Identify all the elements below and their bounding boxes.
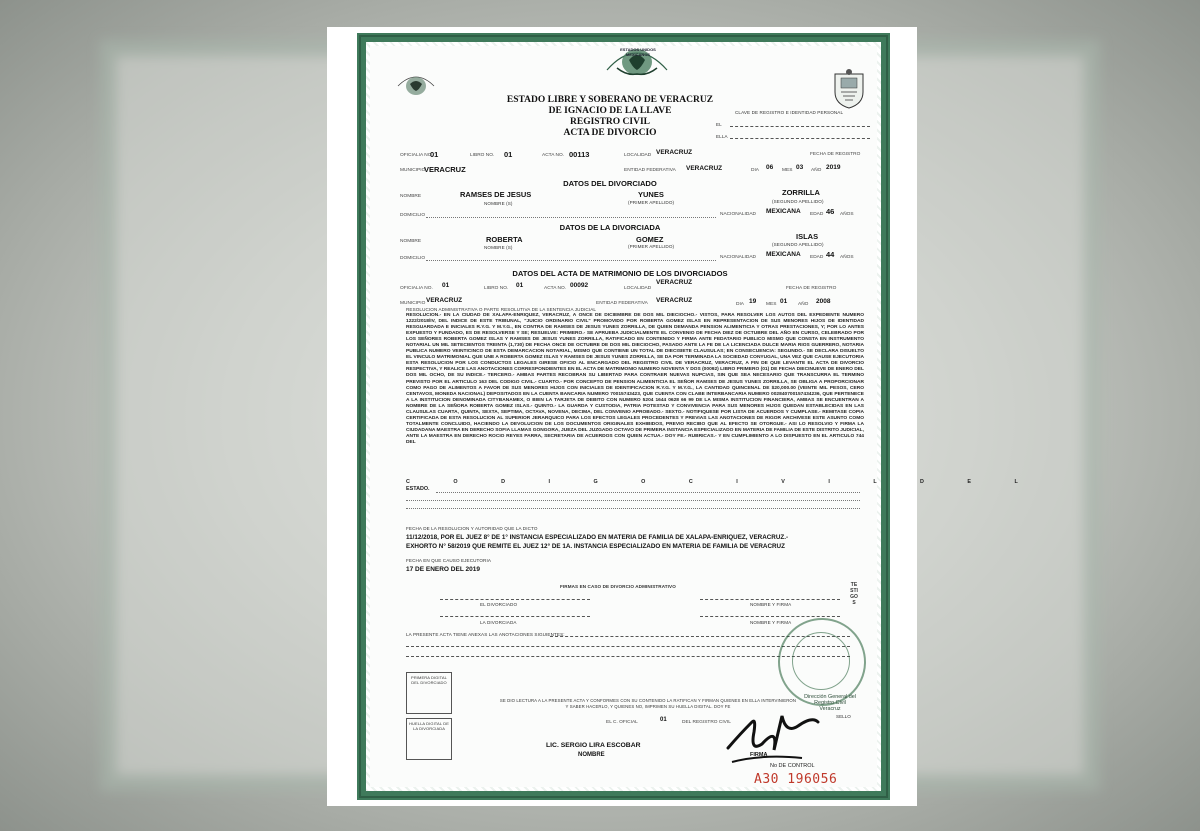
divorciado-nombre-label: NOMBRE <box>400 194 422 199</box>
municipio-value: VERACRUZ <box>424 165 466 174</box>
curp-ella-label: ELLA <box>716 134 728 139</box>
curp-el-label: EL <box>716 122 722 127</box>
matrimonio-municipio: VERACRUZ <box>426 297 463 304</box>
resolucion-label: RESOLUCION ADMINISTRATIVA O PARTE RESOLUTIVA DE LA SENTENCIA JUDICIAL <box>406 307 597 312</box>
matrimonio-libro: 01 <box>516 282 524 289</box>
divorciado-primer-caption: (PRIMER APELLIDO) <box>628 200 675 205</box>
official-signature <box>722 704 822 774</box>
divorciada-segundo-apellido: ISLAS <box>796 232 819 241</box>
lectura-text: SE DIO LECTURA A LA PRESENTE ACTA Y CONFORMES CON SU CONTENIDO LA RATIFICAN Y FIRMAN QUIENES EN ELLA INTERVINIERON Y SABER HACERLO, Y QUIENES NO, IMPRIMEN SU HUELLA DIGITAL. DOY FE <box>499 698 797 709</box>
control-label: No DE CONTROL <box>770 763 815 769</box>
matrimonio-localidad: VERACRUZ <box>656 279 693 286</box>
national-seal-icon <box>394 66 438 100</box>
divorciada-nombre-label: NOMBRE <box>400 239 422 244</box>
matrimonio-entidad: VERACRUZ <box>656 297 693 304</box>
matrimonio-dia-label: DIA <box>736 302 744 307</box>
registro-civil-label: DEL REGISTRO CIVIL <box>682 720 731 725</box>
estado-fill-line <box>436 492 860 493</box>
libro-value: 01 <box>504 150 513 159</box>
seal-line-3: Veracruz <box>819 706 841 712</box>
divorciada-anios-label: AÑOS <box>840 255 854 260</box>
divorciado-nacionalidad: MEXICANA <box>766 208 801 215</box>
oficial-nombre-label: NOMBRE <box>578 752 605 758</box>
curp-ella-line <box>730 138 870 139</box>
testigo-1-sign-line <box>700 599 840 600</box>
matrimonio-anio: 2008 <box>816 298 831 305</box>
huella-divorciado-label: PRIMERA DIGITAL DEL DIVORCIADO <box>411 675 447 685</box>
divorciado-nombres: RAMSES DE JESUS <box>460 190 532 199</box>
autoridad-line-1: 11/12/2018, POR EL JUEZ 8° DE 1° INSTANCIA ESPECIALIZADO EN MATERIA DE FAMILIA DE XALAPA-ENRIQUEZ, VERACRUZ.- <box>406 534 789 541</box>
matrimonio-entidad-label: ENTIDAD FEDERATIVA <box>596 301 648 306</box>
oficial-number: 01 <box>660 717 667 723</box>
crest-caption: ESTADOS UNIDOS MEXICANOS <box>620 47 656 57</box>
divorciada-nombres: ROBERTA <box>486 235 523 244</box>
divorciado-domicilio-label: DOMICILIO <box>400 213 426 218</box>
certificate-body <box>370 46 1039 787</box>
matrimonio-fecha-label: FECHA DE REGISTRO <box>786 286 837 291</box>
divorciado-segundo-apellido: ZORRILLA <box>782 188 820 197</box>
matrimonio-libro-label: LIBRO NO. <box>484 286 509 291</box>
divorciado-domicilio-line <box>426 217 716 218</box>
acta-label: ACTA NO. <box>542 153 565 158</box>
matrimonio-anio-label: AÑO <box>798 302 809 307</box>
huella-divorciado-box <box>406 672 452 714</box>
divorciada-nacionalidad: MEXICANA <box>766 251 801 258</box>
matrimonio-acta: 00092 <box>570 282 589 289</box>
divorciado-segundo-caption: (SEGUNDO APELLIDO) <box>772 199 824 204</box>
document-page <box>327 27 1039 806</box>
matrimonio-mes-label: MES <box>766 302 777 307</box>
divorciada-nombres-caption: NOMBRE (S) <box>484 245 513 250</box>
entidad-value: VERACRUZ <box>686 165 723 172</box>
state-title: ESTADO LIBRE Y SOBERANO DE VERACRUZ <box>506 95 714 105</box>
autoridad-label: FECHA DE LA RESOLUCION Y AUTORIDAD QUE LA DICTO <box>406 526 538 531</box>
mexico-coat-of-arms-icon <box>603 40 671 80</box>
libro-label: LIBRO NO. <box>470 153 495 158</box>
matrimonio-acta-label: ACTA NO. <box>544 286 567 291</box>
seal-line-1: Dirección General del <box>804 694 856 700</box>
firma-divorciado-sign-line <box>440 599 590 600</box>
blank-line-2 <box>406 508 860 509</box>
divorciado-edad-label: EDAD <box>810 212 824 217</box>
dia-label: DIA <box>751 168 759 173</box>
divorciado-primer-apellido: YUNES <box>638 190 664 199</box>
acta-value: 00113 <box>569 150 590 159</box>
control-number: A30 196056 <box>754 772 838 787</box>
huella-divorciada-label: HUELLA DIGITAL DE LA DIVORCIADA <box>409 721 449 731</box>
matrimonio-dia: 19 <box>749 298 757 305</box>
resolucion-text: RESOLUCION.- EN LA CIUDAD DE XALAPA-ENRIQUEZ, VERACRUZ, A ONCE DE DICIEMBRE DE DOS MIL DIECIOCHO.- VISTOS, PARA RESOLVER LOS AUTOS DEL EXPEDIENTE NUMERO 1222/2018/IV, DEL INDICE DE ESTE TRIBUNAL, "JUICIO ORDINARIO CIVIL" PROMOVIDO POR ROBERTA GOMEZ ISLAS EN REPRESENTACION DE SUS MENORES HIJOS DE IDENTIDAD RESGUARDADA E INICIALES R.Y.G. Y M.Y.G., EN CONTRA DE RAMSES DE JESUS YUNES ZORRILLA, DE QUIEN DEMANDA PENSION ALIMENTICIA Y OTRAS PRESTACIONES, Y; POR LO ANTES EXPUESTO Y FUNDADO, ES DE RESOLVERSE Y SE; RESUELVE: PRIMERO.- SE APRUEBA JUDICIALMENTE EL CONVENIO DE FECHA DIEZ DE OCTUBRE DEL AÑO EN CURSO, CELEBRADO POR LOS SEÑORES ROBERTA GOMEZ ISLAS Y RAMSES DE JESUS YUNES ZORRILLA, RATIFICADO EN CONTENIDO Y FIRMA ANTE FEDATARIO PUBLICO MISMO QUE CONSTA EN INSTRUMENTO NOTARIAL UN MIL SETECIENTOS TREINTA (1,730) DE FECHA ONCE DE OCTUBRE DE DOS MIL DIECIOCHO, PASADO ANTE LA FE DE LA LICENCIADA DULCE MARIA RIOS GUERRERO, NOTARIA PUBLICA NUMERO VEINTICINCO DE ESTA DEMARCACION NOTARIAL, MISMO QUE CONTIENE UN TOTAL DE DIECISIETE CLAUSULAS; EN CONSECUENCIA: SEGUNDO.- SE DECLARA DISUELTO EL VINCULO MATRIMONIAL QUE UNE A ROBERTA GOMEZ ISLAS Y RAMSES DE JESUS YUNES ZORRILLA, SE DA POR TERMINADA LA SOCIEDAD CONYUGAL, UNA VEZ QUE CAUSE EJECUTORIA ESTA RESOLUCION POR LOS CONDUCTOS LEGALES GIRESE OFICIO AL ENCARGADO DEL REGISTRO CIVIL DE VERACRUZ, VERACRUZ, A FIN DE QUE LEVANTE EL ACTA DE DIVORCIO RESPECTIVA, Y REALICE LAS ANOTACIONES CORRESPONDIENTES EN EL ACTA DE MATRIMONIO NUMERO NOVENTA Y DOS (00092) LIBRO PRIMERO (01) DE FECHA DIECINUEVE DE ENERO DEL DOS MIL OCHO, DE SU INDICE.- TERCERO.- AMBAS PARTES RECOBRAN SU LIBERTAD PARA CONTRAER NUEVAS NUPCIAS, SIN QUE SEA NECESARIO QUE TRANSCURRA EL TERMINO PREVISTO POR EL ARTICULO 163 DEL CODIGO CIVIL.- CUARTO.- POR CONCEPTO DE PENSION ALIMENTICIA EL SEÑOR RAMSES DE JESUS YUNES ZORRILLA, SE OBLIGA A PROPORCIONAR COMO PAGO DE ALIMENTOS A FAVOR DE SUS MENORES HIJOS CON INICIALES DE IDENTIFICACION R.Y.G. Y M.Y.G., LA CANTIDAD QUINCENAL DE $20,000.00 (VEINTE MIL PESOS, CERO CENTAVOS, MONEDA NACIONAL) DEPOSITADOS EN LA CUENTA BANCARIA NUMERO 70015743423, QUE CUENTA CON CLABE INTERBANCARIA NUMERO 002840700157434236, QUE PERTENECE A LA INSTITUCION DENOMINADA CITYBANAMEX, O BIEN LA TARJETA DE DEBITO CON NUMERO 5204 1644 0628 66 99 DE LA MISMA INSTITUCION FINANCIERA, AMBAS SE ENCUENTRAN A NOMBRE DE LA SEÑORA ROBERTA GOMEZ ISLAS.- QUINTO.- LA GUARDA Y CUSTODIA, PATRIA POTESTAD Y CONVIVENCIA PARA SUS MENORES HIJOS QUEDAN ESTABLECIDAS EN LAS CLAUSULAS CUARTA, QUINTA, SEXTA, SEPTIMA, OCTAVA, NOVENA, DECIMA, DEL CONVENIO APROBADO.- SEXTO.- NOTIFIQUESE POR LISTA DE ACUERDOS Y CUMPLASE.- REMITASE COPIA CERTIFICADA DE ESTA RESOLUCION AL SUPERIOR JERARQUICO PARA LOS EFECTOS LEGALES PROCEDENTES Y PREVIAS LAS ANOTACIONES DE RIGOR ARCHIVESE ESTE ASUNTO COMO TOTALMENTE CONCLUIDO, HACIENDO LA DEVOLUCION DE LOS DOCUMENTOS ORIGINALES EXHIBIDOS, PREVIO RECIBO QUE AL EFECTO SE OTORGUE.- ASI LO RESOLVIO Y FIRMA LA CIUDADANA MAESTRA EN DERECHO SOFIA LLAMAS GONGORA, JUEZA DEL JUZGADO OCTAVO DE PRIMERA INSTANCIA ESPECIALIZADO EN MATERIA DE FAMILIA DE ESTE DISTRITO JUDICIAL, ANTE LA MAESTRA EN DERECHO ROCIO REYES PARRA, SECRETARIA DE ACUERDOS CON QUIEN ACTUA.- DOY FE.- RUBRICAS.- Y EN CUMPLIMIENTO A LO DISPUESTO EN EL ARTICULO 744 DEL <box>406 313 864 445</box>
firmas-title: FIRMAS EN CASO DE DIVORCIO ADMINISTRATIVO <box>560 584 676 589</box>
act-title: ACTA DE DIVORCIO <box>563 128 657 138</box>
matrimonio-oficialia: 01 <box>442 282 450 289</box>
oficialia-label: OFICIALIA NO. <box>400 153 433 158</box>
veracruz-coat-of-arms-icon <box>830 68 868 110</box>
codigo-civil-line: C O D I G O C I V I L D E L <box>406 479 1039 485</box>
anio-value: 2019 <box>826 164 841 171</box>
divorciada-segundo-caption: (SEGUNDO APELLIDO) <box>772 242 824 247</box>
oficial-name: LIC. SERGIO LIRA ESCOBAR <box>546 742 641 749</box>
testigos-vertical-label: TESTIGOS <box>850 582 858 606</box>
divorciada-edad: 44 <box>826 250 835 259</box>
la-divorciada-label: LA DIVORCIADA <box>480 620 517 625</box>
huella-divorciada-box <box>406 718 452 760</box>
testigo-2-nombre-firma: NOMBRE Y FIRMA <box>750 620 792 625</box>
curp-label: CLAVE DE REGISTRO E IDENTIDAD PERSONAL <box>735 110 844 115</box>
divorciada-edad-label: EDAD <box>810 255 824 260</box>
firma-label: FIRMA <box>750 752 768 758</box>
seal-line-2: Registro Civil <box>814 700 846 706</box>
testigo-1-nombre-firma: NOMBRE Y FIRMA <box>750 602 792 607</box>
divorciada-primer-apellido: GOMEZ <box>636 235 664 244</box>
matrimonio-oficialia-label: OFICIALIA NO. <box>400 286 433 291</box>
divorciada-primer-caption: (PRIMER APELLIDO) <box>628 244 675 249</box>
blank-line-1 <box>406 500 860 501</box>
anotaciones-label: LA PRESENTE ACTA TIENE ANEXAS LAS ANOTACIONES SIGUIENTES: <box>406 632 565 637</box>
firma-divorciada-sign-line <box>440 616 590 617</box>
matrimonio-mes: 01 <box>780 298 788 305</box>
mes-value: 03 <box>796 164 804 171</box>
certificate-border <box>357 33 1039 800</box>
divorciada-nacionalidad-label: NACIONALIDAD <box>720 255 756 260</box>
ejecutoria-value: 17 DE ENERO DEL 2019 <box>406 566 480 573</box>
mes-label: MES <box>782 168 793 173</box>
divorciado-nombres-caption: NOMBRE (S) <box>484 201 513 206</box>
divorciada-section-title: DATOS DE LA DIVORCIADA <box>559 223 661 232</box>
dia-value: 06 <box>766 164 774 171</box>
divorciado-section-title: DATOS DEL DIVORCIADO <box>563 179 657 188</box>
matrimonio-localidad-label: LOCALIDAD <box>624 286 652 291</box>
divorciada-domicilio-label: DOMICILIO <box>400 256 426 261</box>
oficial-label: EL C. OFICIAL <box>606 720 638 725</box>
fecha-registro-label: FECHA DE REGISTRO <box>810 152 861 157</box>
entidad-label: ENTIDAD FEDERATIVA <box>624 168 676 173</box>
registry-title: REGISTRO CIVIL <box>570 117 650 127</box>
sello-label: SELLO <box>836 714 851 719</box>
estado-line: ESTADO. <box>406 486 430 492</box>
divorciada-domicilio-line <box>426 260 716 261</box>
divorciado-anios-label: AÑOS <box>840 212 854 217</box>
curp-el-line <box>730 126 870 127</box>
oficialia-value: 01 <box>430 150 439 159</box>
autoridad-line-2: EXHORTO N° 58/2019 QUE REMITE EL JUEZ 12° DE 1A. INSTANCIA ESPECIALIZADO EN MATERIA DE FAMILIA DE VERACRUZ <box>406 543 785 550</box>
divorciado-edad: 46 <box>826 207 835 216</box>
matrimonio-section-title: DATOS DEL ACTA DE MATRIMONIO DE LOS DIVORCIADOS <box>512 269 728 278</box>
matrimonio-municipio-label: MUNICIPIO <box>400 301 426 306</box>
anio-label: AÑO <box>811 168 822 173</box>
divorciado-nacionalidad-label: NACIONALIDAD <box>720 212 756 217</box>
ejecutoria-label: FECHA EN QUE CAUSO EJECUTORIA <box>406 558 492 563</box>
el-divorciado-label: EL DIVORCIADO <box>480 602 518 607</box>
state-subtitle: DE IGNACIO DE LA LLAVE <box>548 106 672 116</box>
municipio-label: MUNICIPIO <box>400 168 426 173</box>
localidad-value: VERACRUZ <box>656 149 693 156</box>
official-seal-inner-ring <box>792 632 850 690</box>
localidad-label: LOCALIDAD <box>624 153 652 158</box>
